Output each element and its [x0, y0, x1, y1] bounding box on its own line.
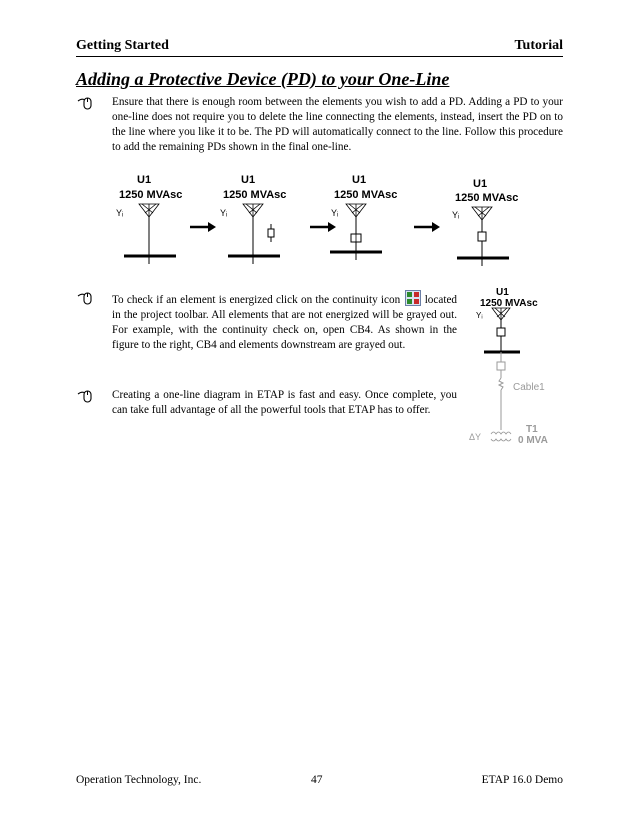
- winding-label: ΔY: [469, 432, 482, 442]
- header-section: Getting Started: [76, 38, 169, 53]
- pd-insertion-steps-diagram: [112, 172, 552, 272]
- svg-text:U1: U1: [352, 174, 367, 186]
- utility-name-label: U1: [137, 174, 152, 186]
- grounding-label: Yᵢ: [476, 311, 483, 320]
- continuity-text-after: located in the project toolbar. All elements that are not energized will be grayed out. For example, with the continuity check on, open CB4. As shown in the figure to the right, CB4 and elements downstream are grayed out.: [112, 294, 458, 351]
- grounding-label: Yᵢ: [116, 208, 124, 218]
- paragraph-insert-pd: Ensure that there is enough room between the elements you wish to add a PD. Adding a PD to your one-line does not require you to delete the line connecting the elements, instead, insert the PD on to the line where you like it to be. The PD will automatically connect to the line. Follow this procedure to add the remaining PDs shown in the final one-line.: [112, 96, 563, 153]
- svg-text:Yᵢ: Yᵢ: [452, 210, 460, 220]
- section-title: Adding a Protective Device (PD) to your One-Line: [76, 69, 450, 89]
- step3-pd-on-line: [330, 174, 397, 260]
- svg-text:1250 MVAsc: 1250 MVAsc: [455, 192, 519, 204]
- continuity-check-diagram: [466, 284, 566, 454]
- cable-label: Cable1: [513, 382, 545, 393]
- svg-text:1250 MVAsc: 1250 MVAsc: [223, 189, 287, 201]
- step1-utility: [116, 174, 182, 264]
- footer-page-number: 47: [311, 774, 323, 786]
- transformer-rating-label: 0 MVA: [518, 435, 548, 446]
- utility-symbol: [492, 308, 510, 320]
- transformer-symbol: [491, 432, 511, 441]
- transformer-name-label: T1: [526, 424, 538, 435]
- footer-product: ETAP 16.0 Demo: [481, 774, 563, 786]
- step2-utility-with-pd: [220, 174, 286, 264]
- svg-text:Yᵢ: Yᵢ: [331, 208, 339, 218]
- mouse-bullet-icon: [76, 290, 94, 306]
- svg-text:U1: U1: [473, 178, 488, 190]
- svg-text:U1: U1: [241, 174, 256, 186]
- cable-symbol: [499, 378, 503, 390]
- step4-final: [452, 178, 518, 266]
- utility-rating-label: 1250 MVAsc: [480, 298, 538, 309]
- continuity-icon[interactable]: [405, 290, 421, 306]
- breaker-energized: [497, 328, 505, 336]
- continuity-text-before: To check if an element is energized click on the continuity icon: [112, 294, 401, 306]
- header-chapter: Tutorial: [514, 38, 563, 53]
- svg-text:1250 MVAsc: 1250 MVAsc: [334, 189, 398, 201]
- footer-company: Operation Technology, Inc.: [76, 774, 202, 786]
- paragraph-continuity-check: [112, 290, 457, 353]
- paragraph-summary: Creating a one-line diagram in ETAP is fast and easy. Once complete, you can take full advantage of all the powerful tools that ETAP has to offer.: [112, 389, 457, 416]
- mouse-bullet-icon: [76, 388, 94, 404]
- utility-rating-label: 1250 MVAsc: [119, 189, 183, 201]
- svg-text:Yᵢ: Yᵢ: [220, 208, 228, 218]
- mouse-bullet-icon: [76, 95, 94, 111]
- cb4-grayed: [497, 362, 505, 370]
- page-header: [76, 38, 563, 57]
- utility-name-label: U1: [496, 287, 509, 298]
